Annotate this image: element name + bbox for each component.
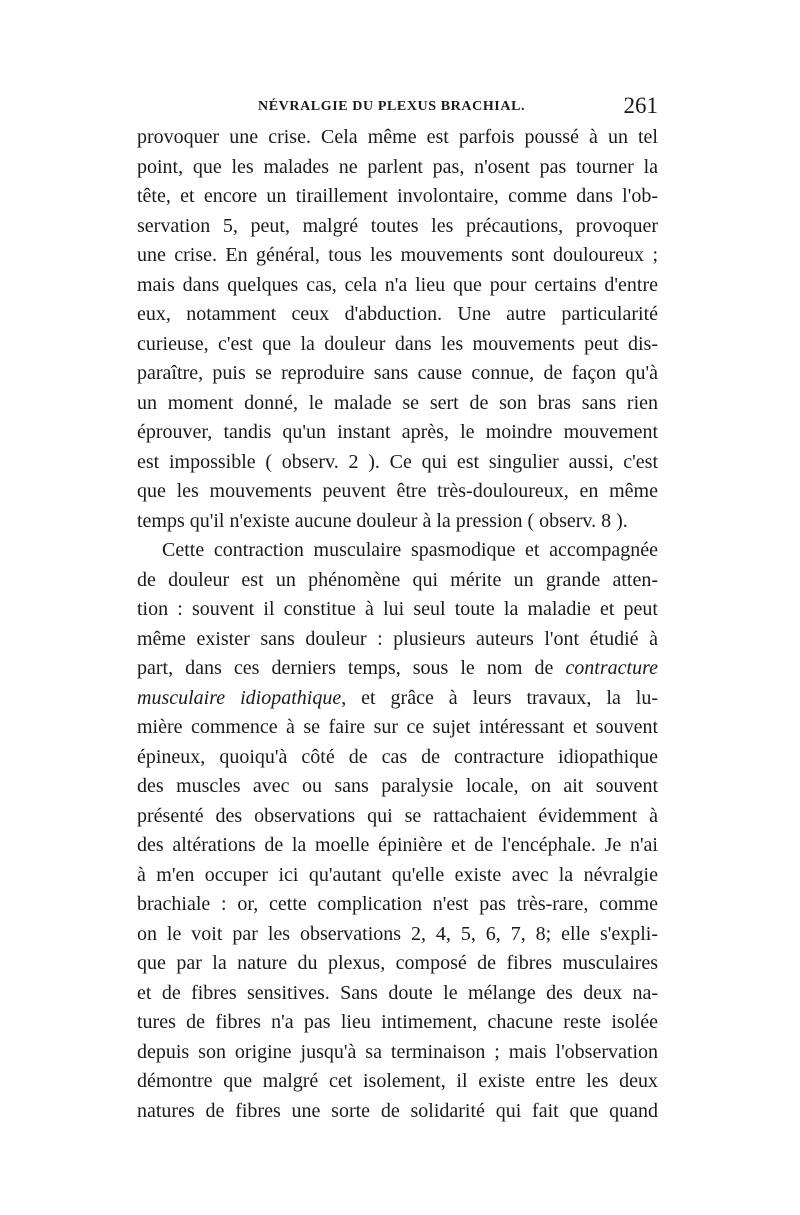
page-number: 261 xyxy=(623,93,658,118)
text-line: tures de fibres n'a pas lieu intimement, chacune reste isolée xyxy=(137,1011,658,1033)
text-segment: , et grâce à leurs travaux, la lu- xyxy=(341,686,658,709)
text-line: que par la nature du plexus, composé de fibres musculaires xyxy=(137,952,658,974)
text-line: que les mouvements peuvent être très-douloureux, en même xyxy=(137,480,658,502)
text-line: est impossible ( observ. 2 ). Ce qui est singulier aussi, c'est xyxy=(137,450,658,473)
text-line: servation 5, peut, malgré toutes les précautions, provoquer xyxy=(137,214,658,237)
text-line: des altérations de la moelle épinière et de l'encéphale. Je n'ai xyxy=(137,834,658,856)
text-line: curieuse, c'est que la douleur dans les mouvements peut dis- xyxy=(137,332,658,355)
text-line: épineux, quoiqu'à côté de cas de contracture idiopathique xyxy=(137,745,658,768)
text-line: tion : souvent il constitue à lui seul toute la maladie et peut xyxy=(137,598,658,620)
text-line: éprouver, tandis qu'un instant après, le moindre mouvement xyxy=(137,421,658,443)
text-line-with-italic xyxy=(137,684,658,714)
text-line-with-italic xyxy=(137,654,658,684)
paragraph-end-line: temps qu'il n'existe aucune douleur à la pression ( observ. 8 ). xyxy=(137,509,628,532)
text-line: mière commence à se faire sur ce sujet intéressant et souvent xyxy=(137,716,658,738)
text-line: un moment donné, le malade se sert de son bras sans rien xyxy=(137,391,658,414)
text-line: une crise. En général, tous les mouvements sont douloureux ; xyxy=(137,244,658,266)
text-line: même exister sans douleur : plusieurs auteurs l'ont étudié à xyxy=(137,627,658,650)
text-line: mais dans quelques cas, cela n'a lieu que pour certains d'entre xyxy=(137,273,658,296)
paragraph-start-line: Cette contraction musculaire spasmodique et accompagnée xyxy=(162,539,658,561)
body-text xyxy=(137,123,658,1126)
running-title: NÉVRALGIE DU PLEXUS BRACHIAL. xyxy=(258,99,526,114)
text-line: des muscles avec ou sans paralysie locale, on ait souvent xyxy=(137,775,658,797)
text-line: démontre que malgré cet isolement, il existe entre les deux xyxy=(137,1070,658,1092)
text-line: présenté des observations qui se rattachaient évidemment à xyxy=(137,804,658,827)
running-head xyxy=(137,93,658,121)
text-line: on le voit par les observations 2, 4, 5, 6, 7, 8; elle s'expli- xyxy=(137,922,658,945)
text-line: depuis son origine jusqu'à sa terminaison ; mais l'observation xyxy=(137,1040,658,1063)
text-line: brachiale : or, cette complication n'est pas très-rare, comme xyxy=(137,893,658,915)
italic-term: contracture xyxy=(565,657,658,679)
text-line: natures de fibres une sorte de solidarité qui fait que quand xyxy=(137,1099,658,1122)
text-line: provoquer une crise. Cela même est parfois poussé à un tel xyxy=(137,126,658,148)
text-line: et de fibres sensitives. Sans doute le mélange des deux na- xyxy=(137,981,658,1004)
italic-term: musculaire idiopathique xyxy=(137,686,342,709)
text-line: tête, et encore un tiraillement involontaire, comme dans l'ob- xyxy=(137,185,658,207)
text-line: eux, notamment ceux d'abduction. Une autre particularité xyxy=(137,303,658,325)
text-segment: part, dans ces derniers temps, sous le nom de xyxy=(137,657,554,679)
text-line: paraître, puis se reproduire sans cause connue, de façon qu'à xyxy=(137,362,658,384)
text-line: point, que les malades ne parlent pas, n'osent pas tourner la xyxy=(137,155,658,178)
text-line: à m'en occuper ici qu'autant qu'elle existe avec la névralgie xyxy=(137,863,658,886)
text-line: de douleur est un phénomène qui mérite un grande atten- xyxy=(137,568,658,591)
